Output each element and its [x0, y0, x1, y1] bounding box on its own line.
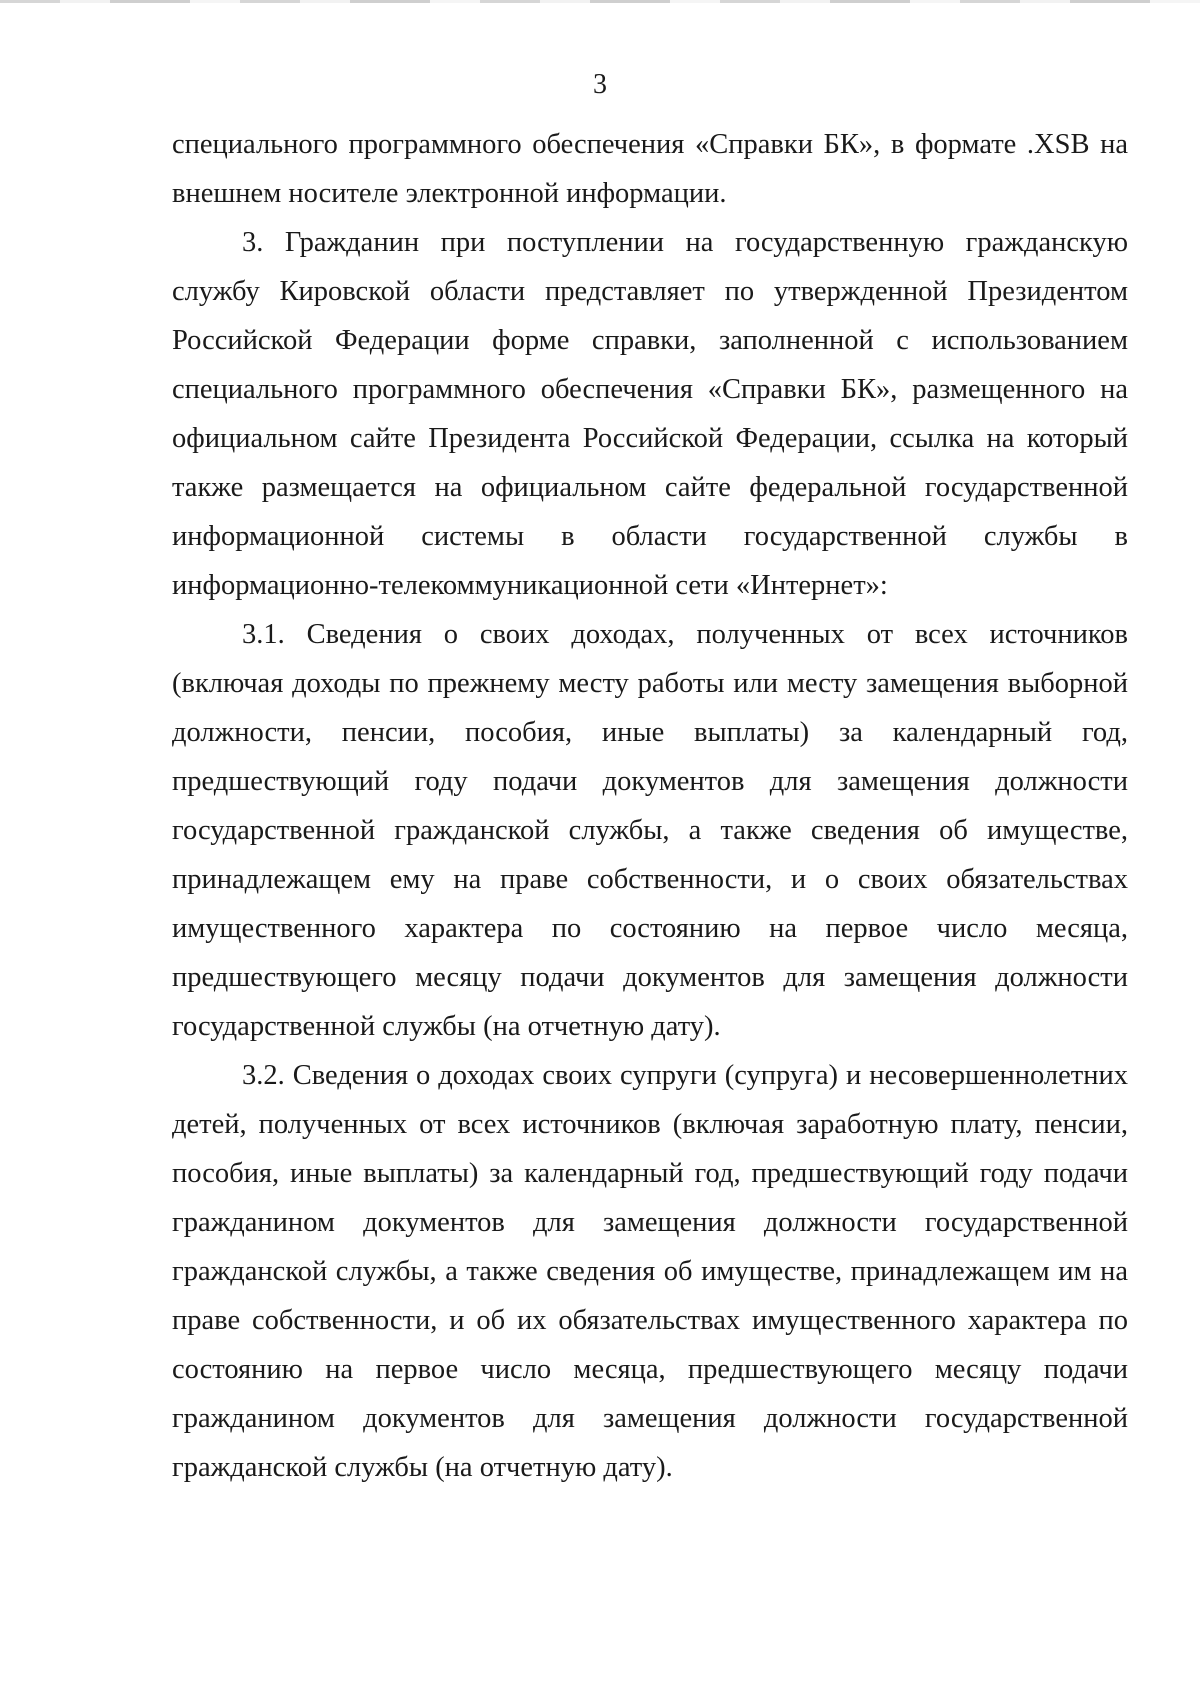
paragraph-item-3: 3. Гражданин при поступлении на государственную гражданскую службу Кировской области представляет по утвержденной Президентом Российской Федерации форме справки, заполненной с использованием специального программного обеспечения «Справки БК», размещенного на официальном сайте Президента Российской Федерации, ссылка на который также размещается на официальном сайте федеральной государственной информационной системы в области государственной службы в информационно-телекоммуникационной сети «Интернет»:	[172, 227, 1128, 601]
page-number: 3	[593, 69, 607, 100]
paragraph-continuation: специального программного обеспечения «Справки БК», в формате .XSB на внешнем носителе электронной информации.	[172, 129, 1128, 209]
paragraph-item-3-1: 3.1. Сведения о своих доходах, полученных от всех источников (включая доходы по прежнему месту работы или месту замещения выборной должности, пенсии, пособия, иные выплаты) за календарный год, предшествующий году подачи документов для замещения должности государственной гражданской службы, а также сведения об имуществе, принадлежащем ему на праве собственности, и о своих обязательствах имущественного характера по состоянию на первое число месяца, предшествующего месяцу подачи документов для замещения должности государственной службы (на отчетную дату).	[172, 619, 1128, 1042]
paragraph-item-3-2: 3.2. Сведения о доходах своих супруги (супруга) и несовершеннолетних детей, полученных от всех источников (включая заработную плату, пенсии, пособия, иные выплаты) за календарный год, предшествующий году подачи гражданином документов для замещения должности государственной гражданской службы, а также сведения об имуществе, принадлежащем им на праве собственности, и об их обязательствах имущественного характера по состоянию на первое число месяца, предшествующего месяцу подачи гражданином документов для замещения должности государственной гражданской службы (на отчетную дату).	[172, 1060, 1128, 1483]
document-body	[172, 120, 1128, 1492]
scan-top-edge	[0, 0, 1200, 3]
